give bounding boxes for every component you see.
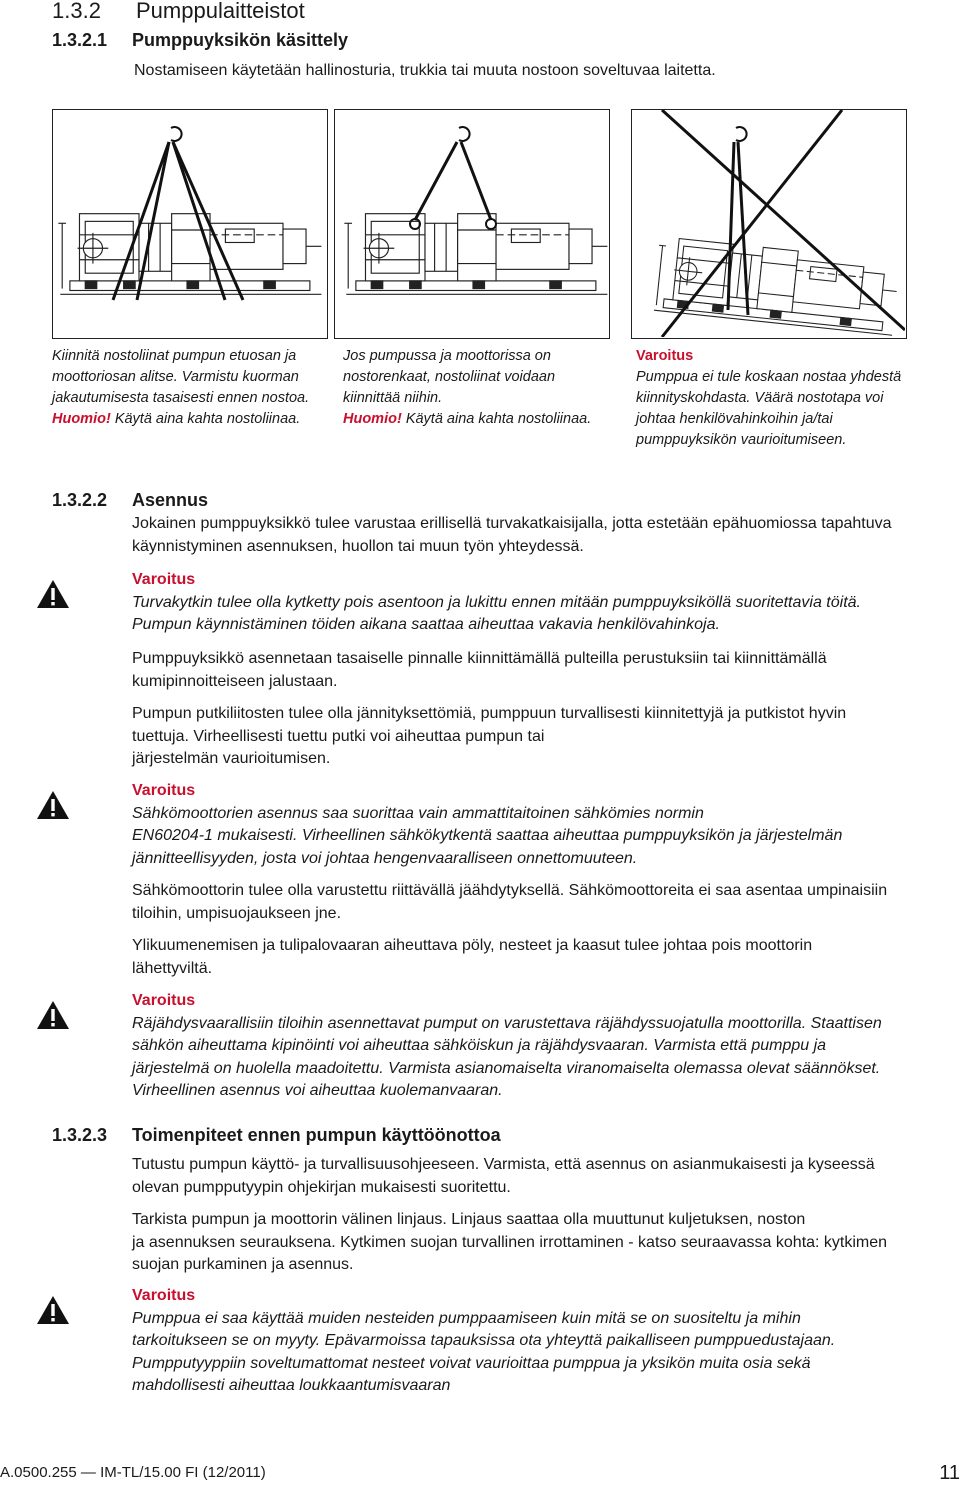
warning-4-text: Pumppua ei saa käyttää muiden nesteiden pumppaamiseen kuin mitä se on suositeltu ja mihin tarkoitukseen se on myyty. Epävarmoissa tapauksissa ota yhteyttä paikalliseen pumppuedustajaan. Pumpputyyppiin soveltumattomat nesteet voivat vaurioittaa pumppua ja yksikön muita osia sekä mahdollisesti aiheuttaa loukkaantumisvaaran [132,1309,836,1394]
caption-1-note-label: Huomio! [52,411,111,427]
kayttoonotto-p2a: Tarkista pumpun ja moottorin välinen linjaus. Linjaus saattaa olla muuttunut kuljetuksen, noston [132,1211,806,1228]
intro-text: Nostamiseen käytetään hallinosturia, trukkia tai muuta nostoon soveltuvaa laitetta. [134,62,716,79]
asennus-p4: Sähkömoottorin tulee olla varustettu riittävällä jäähdytyksellä. Sähkömoottoreita ei saa asentaa umpinaisiin tiloihin, umpisuojaukseen jne. [132,882,888,922]
warning-icon [36,790,70,820]
warning-4-title: Varoitus [132,1287,196,1304]
subsection-heading-1 [52,30,348,51]
asennus-paragraph-2 [132,648,892,693]
kayttoonotto-paragraph-2 [132,1209,892,1277]
warning-2-text-a: Sähkömoottorien asennus saa suorittaa vain ammattitaitoinen sähkömies normin [132,804,704,822]
warning-1 [132,569,892,637]
section-number: 1.3.2 [52,0,101,23]
warning-1-title: Varoitus [132,571,196,588]
warning-icon [36,1295,70,1325]
asennus-paragraph-1 [132,513,892,558]
warning-4 [132,1285,892,1398]
document-code: A.0500.255 — IM-TL/15.00 FI (12/2011) [0,1464,266,1481]
caption-3 [636,346,912,451]
asennus-paragraph-5 [132,935,892,980]
subsection-heading-2 [52,490,208,511]
caption-2-note: Käytä aina kahta nostoliinaa. [401,411,592,427]
caption-1-note: Käytä aina kahta nostoliinaa. [110,411,301,427]
warning-1-text: Turvakytkin tulee olla kytketty pois asentoon ja lukittu ennen mitään pumppuyksiköllä suoritettavia töitä. Pumpun käynnistäminen töiden aikana saattaa aiheuttaa vakavia henkilövahinkoja. [132,593,861,633]
figure-lift-under [52,109,328,339]
figure-lift-rings [334,109,610,339]
caption-1 [52,346,328,430]
warning-icon [36,579,70,609]
figure-lift-wrong [631,109,907,339]
asennus-p5: Ylikuumenemisen ja tulipalovaaran aiheuttava pöly, nesteet ja kaasut tulee johtaa pois moottorin lähettyviltä. [132,937,813,977]
subsection-title-1: Pumppuyksikön käsittely [132,30,349,50]
page-number: 11 [939,1462,960,1484]
warning-2-text-b: EN60204-1 mukaisesti. Virheellinen sähkökytkentä saattaa aiheuttaa pumppuyksikön ja järjestelmän jännitteellisyyden, josta voi johtaa hengenvaaralliseen onnettomuuteen. [132,827,843,867]
subsection-heading-3 [52,1125,501,1146]
asennus-p3b: järjestelmän vaurioitumisen. [132,750,331,767]
warning-2 [132,780,892,870]
warning-3-text: Räjähdysvaarallisiin tiloihin asennettavat pumput on varustettava räjähdyssuojatulla moottorilla. Staattisen sähkön aiheuttama kipinöinti voi aiheuttaa sähköiskun ja räjähdysvaaran. Varmista että pumppu ja järjestelmä on huolella maadoitettu. Varmista asianomaiselta viranomaiselta olemassa olevat säännökset. Virheellinen asennus voi aiheuttaa kuolemanvaaran. [132,1014,882,1099]
warning-3 [132,990,892,1103]
section-title: Pumppulaitteistot [136,0,305,23]
kayttoonotto-p2b: ja asennuksen seurauksena. Kytkimen suojan turvallinen irrottaminen - katso seuraavassa kohta: kytkimen suojan purkaminen ja asennus. [132,1233,888,1273]
asennus-p2: Pumppuyksikkö asennetaan tasaiselle pinnalle kiinnittämällä pulteilla perustuksiin tai kiinnittämällä kumipinnoitteiseen jalustaan. [132,650,827,690]
asennus-paragraph-4 [132,880,892,925]
asennus-p1: Jokainen pumppuyksikkö tulee varustaa erillisellä turvakatkaisijalla, jotta estetään epähuomiossa tapahtuva käynnistyminen asennuksen, huollon tai muun työn yhteydessä. [132,515,892,555]
kayttoonotto-p1: Tutustu pumpun käyttö- ja turvallisuusohjeeseen. Varmista, että asennus on asianmukaisesti ja kyseessä olevan pumpputyypin ohjekirjan mukaisesti suoritettu. [132,1156,875,1196]
asennus-paragraph-3 [132,703,892,771]
caption-1-text: Kiinnitä nostoliinat pumpun etuosan ja moottoriosan alitse. Varmistu kuorman jakautumisesta tasaisesti ennen nostoa. [52,348,310,406]
subsection-title-3: Toimenpiteet ennen pumpun käyttöönottoa [132,1125,501,1145]
warning-icon [36,1000,70,1030]
caption-2-text: Jos pumpussa ja moottorissa on nostorenkaat, nostoliinat voidaan kiinnittää niihin. [343,348,556,406]
asennus-p3a: Pumpun putkiliitosten tulee olla jännityksettömiä, pumppuun turvallisesti kiinnitettyjä ja putkistot hyvin tuettuja. Virheellisesti tuettu putki voi aiheuttaa pumpun tai [132,705,847,745]
section-heading [52,0,305,24]
warning-2-title: Varoitus [132,782,196,799]
warning-3-title: Varoitus [132,992,196,1009]
subsection-number-3: 1.3.2.3 [52,1125,108,1145]
caption-3-warning-title: Varoitus [636,348,694,364]
lifting-diagram-3 [632,110,905,337]
caption-2-note-label: Huomio! [343,411,402,427]
caption-2 [343,346,613,430]
kayttoonotto-paragraph-1 [132,1154,892,1199]
lifting-diagram-1 [53,110,326,337]
subsection-title-2: Asennus [132,490,209,510]
subsection-number-1: 1.3.2.1 [52,30,108,50]
lifting-diagram-2 [335,110,608,337]
subsection-number-2: 1.3.2.2 [52,490,108,510]
caption-3-text: Pumppua ei tule koskaan nostaa yhdestä kiinnityskohdasta. Väärä nostotapa voi johtaa henkilövahinkoihin ja/tai pumppuyksikön vaurioitumiseen. [636,369,902,448]
